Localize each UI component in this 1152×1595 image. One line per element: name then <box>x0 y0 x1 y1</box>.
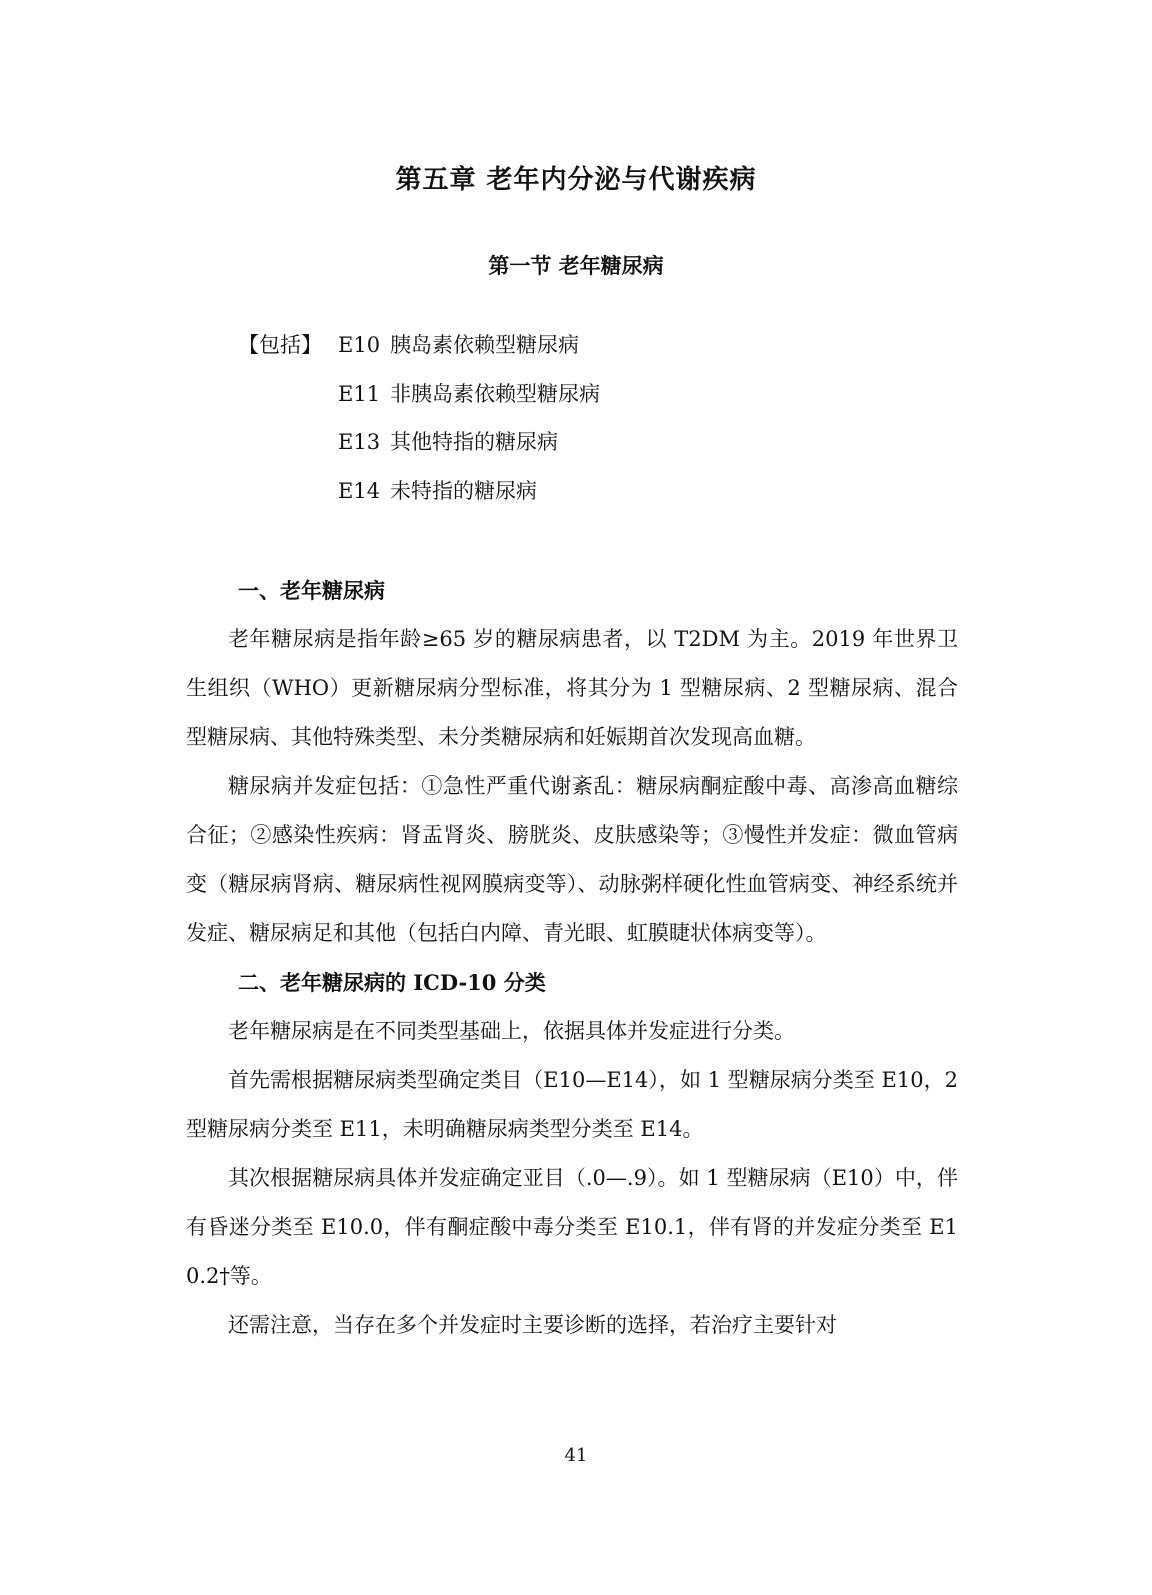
page-number: 41 <box>564 1445 588 1466</box>
section-heading: 一、老年糖尿病 <box>238 578 385 603</box>
includes-item <box>238 370 600 419</box>
paragraph: 老年糖尿病是指年龄≥65 岁的糖尿病患者，以 T2DM 为主。2019 年世界卫生组织（WHO）更新糖尿病分型标准，将其分为 1 型糖尿病、2 型糖尿病、混合型糖尿病、其他特殊类型、未分类糖尿病和妊娠期首次发现高血糖。 <box>186 627 958 749</box>
icd-label: 其他特指的糖尿病 <box>390 430 558 454</box>
paragraph: 首先需根据糖尿病类型确定类目（E10—E14），如 1 型糖尿病分类至 E10，2 型糖尿病分类至 E11，未明确糖尿病类型分类至 E14。 <box>186 1068 958 1141</box>
paragraph: 老年糖尿病是在不同类型基础上，依据具体并发症进行分类。 <box>228 1019 795 1043</box>
section-heading: 二、老年糖尿病的 ICD-10 分类 <box>238 970 546 995</box>
includes-item <box>238 467 600 516</box>
icd-code: E11 <box>338 381 381 406</box>
paragraph: 其次根据糖尿病具体并发症确定亚目（.0—.9）。如 1 型糖尿病（E10）中，伴有昏迷分类至 E10.0，伴有酮症酸中毒分类至 E10.1，伴有肾的并发症分类至 E10.2†等。 <box>186 1166 958 1288</box>
icd-label: 未特指的糖尿病 <box>390 478 537 503</box>
includes-list <box>238 321 600 515</box>
paragraph: 糖尿病并发症包括：①急性严重代谢紊乱：糖尿病酮症酸中毒、高渗高血糖综合征；②感染性疾病：肾盂肾炎、膀胱炎、皮肤感染等；③慢性并发症：微血管病变（糖尿病肾病、糖尿病性视网膜病变等）、动脉粥样硬化性血管病变、神经系统并发症、糖尿病足和其他（包括白内障、青光眼、虹膜睫状体病变等）。 <box>186 774 958 945</box>
icd-code: E10 <box>338 333 381 357</box>
icd-code: E14 <box>338 478 381 503</box>
includes-prefix: 【包括】 <box>238 333 322 357</box>
icd-label: 非胰岛素依赖型糖尿病 <box>390 381 600 406</box>
document-body <box>186 566 958 1350</box>
icd-label: 胰岛素依赖型糖尿病 <box>390 333 579 357</box>
includes-item <box>238 321 600 370</box>
icd-code: E13 <box>338 430 381 454</box>
includes-item <box>238 418 600 467</box>
paragraph: 还需注意，当存在多个并发症时主要诊断的选择，若治疗主要针对 <box>228 1313 837 1337</box>
section-title: 第一节 老年糖尿病 <box>488 253 664 278</box>
chapter-title: 第五章 老年内分泌与代谢疾病 <box>395 165 757 195</box>
